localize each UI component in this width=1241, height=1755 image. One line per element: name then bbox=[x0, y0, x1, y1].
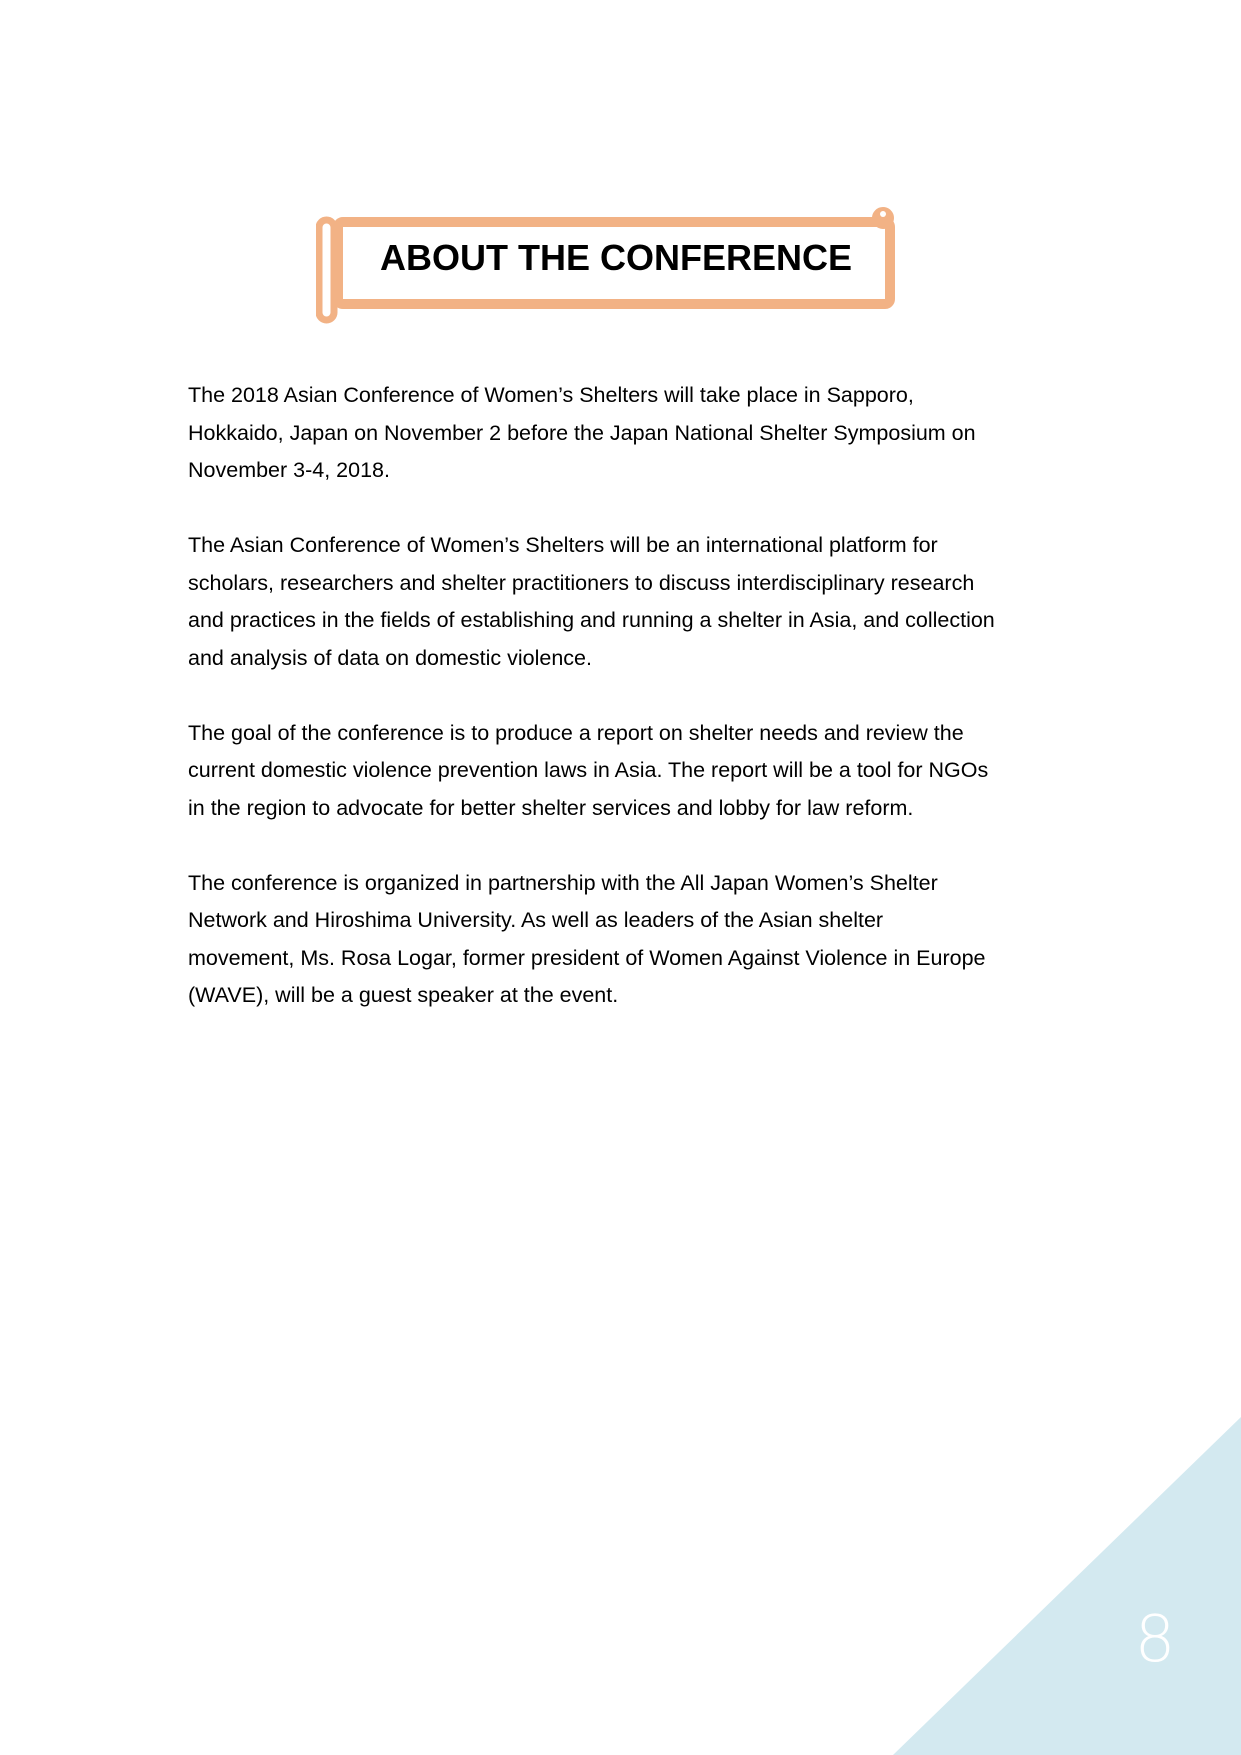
text-line: The Asian Conference of Women’s Shelters will be an international platform for bbox=[188, 533, 938, 557]
title-banner bbox=[316, 204, 898, 324]
text-line: (WAVE), will be a guest speaker at the event. bbox=[188, 983, 619, 1007]
text-line: current domestic violence prevention laws in Asia. The report will be a tool for NGOs bbox=[188, 758, 989, 782]
text-line: The goal of the conference is to produce a report on shelter needs and review the bbox=[188, 720, 964, 745]
text-line: The conference is organized in partnership with the All Japan Women’s Shelter bbox=[188, 870, 938, 895]
text-line: Hokkaido, Japan on November 2 before the Japan National Shelter Symposium on bbox=[188, 420, 976, 445]
text-line: and practices in the fields of establishing and running a shelter in Asia, and collection bbox=[188, 608, 995, 632]
text-line: The 2018 Asian Conference of Women’s Shelters will take place in Sapporo, bbox=[188, 383, 914, 407]
text-line: November 3-4, 2018. bbox=[188, 458, 390, 482]
text-line: movement, Ms. Rosa Logar, former president of Women Against Violence in Europe bbox=[188, 945, 986, 970]
paragraph-partnership bbox=[188, 865, 1058, 1015]
text-line: scholars, researchers and shelter practitioners to discuss interdisciplinary research bbox=[188, 570, 975, 595]
text-line: in the region to advocate for better shelter services and lobby for law reform. bbox=[188, 795, 914, 820]
text-line: Network and Hiroshima University. As well as leaders of the Asian shelter bbox=[188, 908, 884, 932]
paragraph-goal bbox=[188, 715, 1058, 828]
page-title: ABOUT THE CONFERENCE bbox=[379, 237, 852, 278]
text-line: and analysis of data on domestic violence. bbox=[188, 645, 592, 670]
page-number: 8 bbox=[1134, 1603, 1176, 1677]
paragraph-venue bbox=[188, 377, 1058, 490]
main-content bbox=[188, 377, 1058, 1052]
paragraph-platform bbox=[188, 527, 1058, 677]
